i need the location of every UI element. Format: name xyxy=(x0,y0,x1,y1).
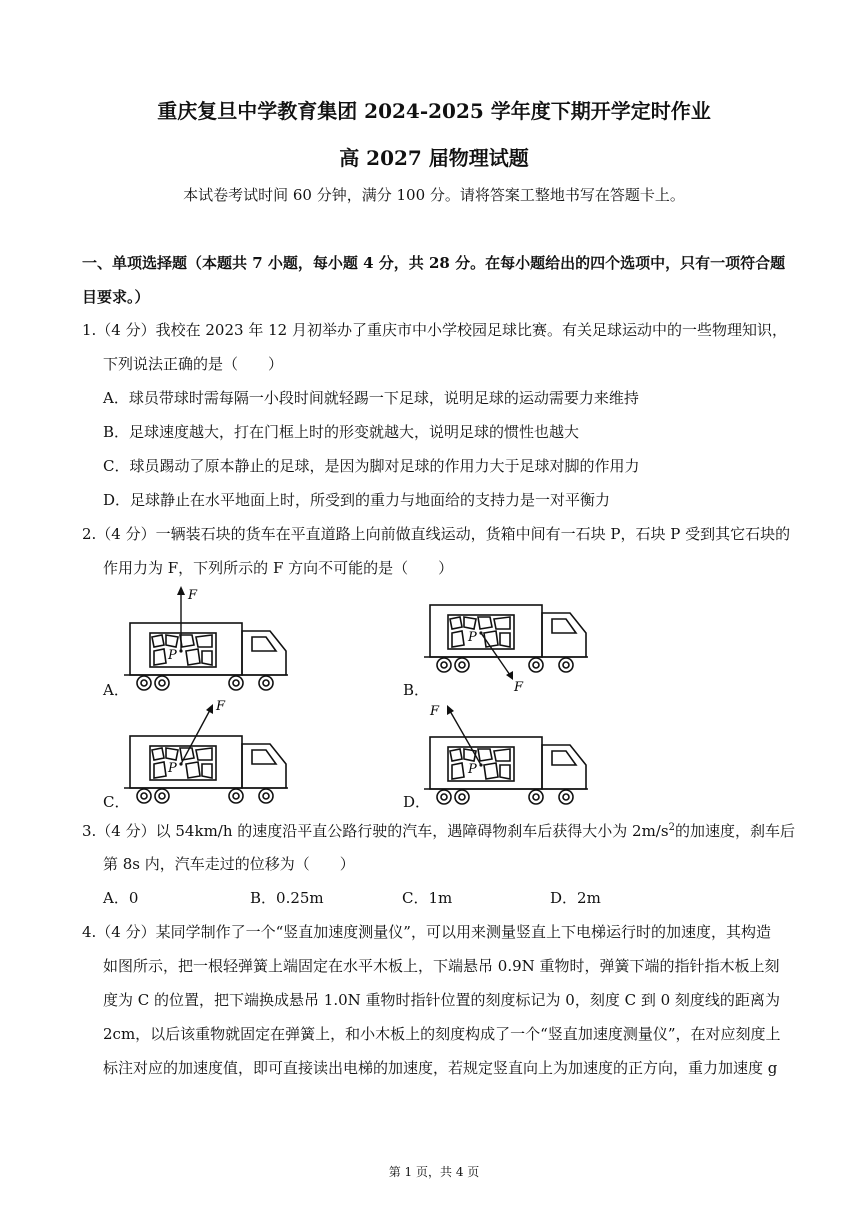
section-heading-line2: 目要求。） xyxy=(82,288,150,306)
q4-line2: 如图所示，把一根轻弹簧上端固定在水平木板上，下端悬吊 0.9N 重物时，弹簧下端的指针指木板上刻 xyxy=(103,957,780,975)
q1-option-d: D．足球静止在水平地面上时，所受到的重力与地面给的支持力是一对平衡力 xyxy=(103,491,611,509)
q1-option-b: B．足球速度越大，打在门框上时的形变就越大，说明足球的惯性也越大 xyxy=(103,423,580,441)
truck-diagram-d xyxy=(422,697,622,812)
q1-stem-line2: 下列说法正确的是（ ） xyxy=(103,355,284,373)
q4-line1: 4.（4 分）某同学制作了一个“竖直加速度测量仪”，可以用来测量竖直上下电梯运行时的加速度，其构造 xyxy=(82,923,771,941)
section-heading-line1: 一、单项选择题（本题共 7 小题，每小题 4 分，共 28 分。在每小题给出的四个选项中，只有一项符合题 xyxy=(82,254,786,272)
q4-line3: 度为 C 的位置，把下端换成悬吊 1.0N 重物时指针位置的刻度标记为 0，刻度 C 到 0 刻度线的距离为 xyxy=(103,991,780,1009)
figure-label-c: C． xyxy=(103,793,130,811)
q4-line5: 标注对应的加速度值，即可直接读出电梯的加速度，若规定竖直向上为加速度的正方向，重力加速度 g xyxy=(103,1059,778,1077)
q3-stem-text-a: 3.（4 分）以 54km/h 的速度沿平直公路行驶的汽车，遇障碍物刹车后获得大小为 2m/s xyxy=(82,822,669,840)
truck-diagram-a xyxy=(100,583,300,698)
stone-label-d: P xyxy=(468,762,477,777)
q3-option-c: C．1m xyxy=(402,889,453,907)
q3-stem-line2: 第 8s 内，汽车走过的位移为（ ） xyxy=(103,855,355,873)
truck-figure-d xyxy=(422,697,622,812)
q3-stem-text-b: 的加速度，刹车后 xyxy=(674,822,795,840)
section-heading xyxy=(82,246,792,314)
q3-stem-line1 xyxy=(82,820,794,841)
truck-figure-b xyxy=(422,595,622,705)
q2-stem-line2: 作用力为 F，下列所示的 F 方向不可能的是（ ） xyxy=(103,559,454,577)
exam-subtitle: 高 2027 届物理试题 xyxy=(339,146,529,170)
truck-figure-a xyxy=(100,583,300,698)
figure-label-b: B． xyxy=(403,681,430,699)
force-label-b: F xyxy=(514,680,524,695)
stone-label-b: P xyxy=(468,630,477,645)
page-footer: 第 1 页，共 4 页 xyxy=(388,1165,480,1179)
exam-title: 重庆复旦中学教育集团 2024-2025 学年度下期开学定时作业 xyxy=(157,99,711,123)
q3-stem-sup: 2 xyxy=(668,822,675,833)
q3-option-a: A．0 xyxy=(103,889,139,907)
truck-figure-c xyxy=(100,696,300,811)
force-label-d: F xyxy=(430,704,440,719)
force-label-c: F xyxy=(216,699,226,714)
truck-diagram-b xyxy=(422,595,622,705)
stone-label-a: P xyxy=(168,648,177,663)
force-arrow-c xyxy=(181,710,210,764)
exam-instructions: 本试卷考试时间 60 分钟，满分 100 分。请将答案工整地书写在答题卡上。 xyxy=(183,186,685,204)
q4-line4: 2cm，以后该重物就固定在弹簧上，和小木板上的刻度构成了一个“竖直加速度测量仪”，在对应刻度上 xyxy=(103,1025,781,1043)
q3-option-b: B．0.25m xyxy=(250,889,324,907)
q2-stem-line1: 2.（4 分）一辆装石块的货车在平直道路上向前做直线运动，货箱中间有一石块 P，石块 P 受到其它石块的 xyxy=(82,525,791,543)
force-arrow-d xyxy=(450,711,481,765)
q1-option-c: C．球员踢动了原本静止的足球，是因为脚对足球的作用力大于足球对脚的作用力 xyxy=(103,457,640,475)
q1-stem-line1: 1.（4 分）我校在 2023 年 12 月初举办了重庆市中小学校园足球比赛。有关足球运动中的一些物理知识， xyxy=(82,321,787,339)
truck-diagram-c xyxy=(100,696,300,811)
q1-option-a: A．球员带球时需每隔一小段时间就轻踢一下足球，说明足球的运动需要力来维持 xyxy=(103,389,639,407)
force-arrow-b xyxy=(481,633,510,675)
figure-label-d: D． xyxy=(403,793,431,811)
figure-label-a: A． xyxy=(103,681,129,699)
force-label-a: F xyxy=(188,588,198,603)
q3-option-d: D．2m xyxy=(550,889,601,907)
stone-label-c: P xyxy=(168,761,177,776)
